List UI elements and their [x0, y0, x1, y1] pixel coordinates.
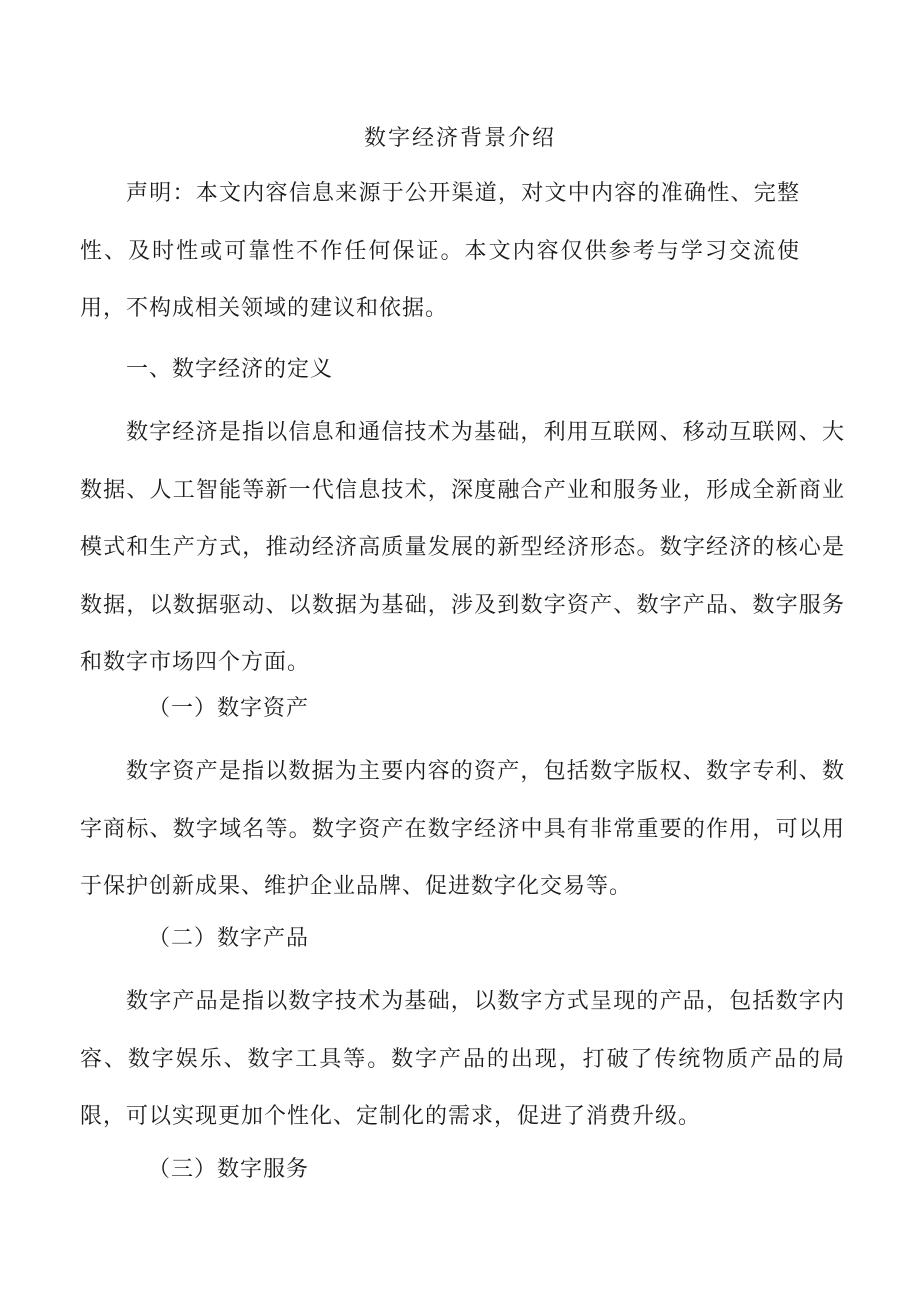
subsection-heading-digital-products: （二）数字产品: [148, 926, 310, 951]
disclaimer-paragraph: 声明：本文内容信息来源于公开渠道，对文中内容的准确性、完整性、及时性或可靠性不作任何保证。本文内容仅供参考与学习交流使用，不构成相关领域的建议和依据。: [80, 181, 800, 321]
paragraph-definition: 数字经济是指以信息和通信技术为基础，利用互联网、移动互联网、大数据、人工智能等新一代信息技术，深度融合产业和服务业，形成全新商业模式和生产方式，推动经济高质量发展的新型经济形态。数字经济的核心是数据，以数据驱动、以数据为基础，涉及到数字资产、数字产品、数字服务和数字市场四个方面。: [80, 420, 845, 675]
section-heading-definition: 一、数字经济的定义: [126, 357, 334, 382]
subsection-heading-digital-services: （三）数字服务: [148, 1157, 310, 1182]
subsection-heading-digital-assets: （一）数字资产: [148, 696, 310, 721]
document-title: 数字经济背景介绍: [363, 126, 556, 151]
paragraph-digital-products: 数字产品是指以数字技术为基础，以数字方式呈现的产品，包括数字内容、数字娱乐、数字工具等。数字产品的出现，打破了传统物质产品的局限，可以实现更加个性化、定制化的需求，促进了消费升级。: [80, 989, 845, 1129]
paragraph-digital-assets: 数字资产是指以数据为主要内容的资产，包括数字版权、数字专利、数字商标、数字域名等。数字资产在数字经济中具有非常重要的作用，可以用于保护创新成果、维护企业品牌、促进数字化交易等。: [80, 759, 845, 899]
